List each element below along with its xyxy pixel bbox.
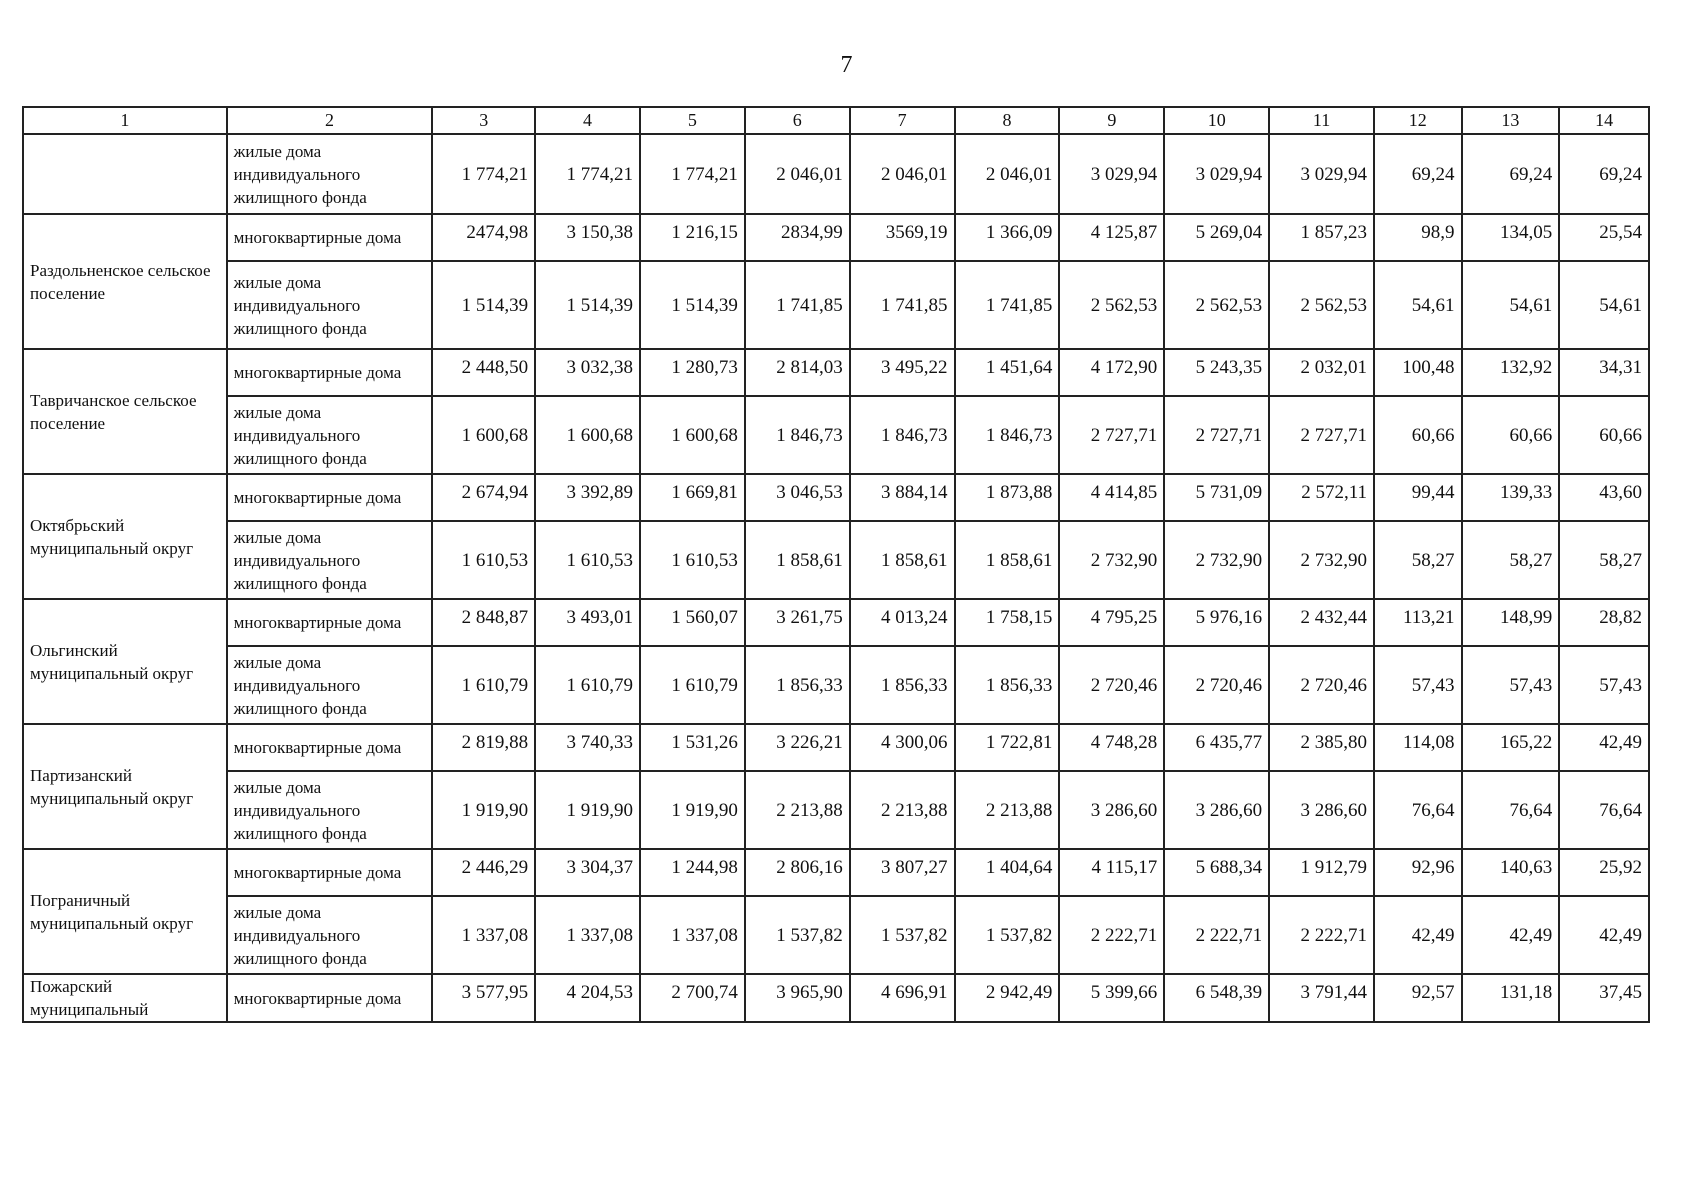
value-cell: 1 514,39: [640, 261, 745, 349]
housing-type-cell: многоквартирные дома: [227, 724, 433, 771]
value-cell: 4 125,87: [1059, 214, 1164, 261]
value-cell: 2 222,71: [1164, 896, 1269, 974]
housing-type-cell: жилые дома индивидуального жилищного фонда: [227, 521, 433, 599]
column-header: 5: [640, 107, 745, 134]
value-cell: 4 013,24: [850, 599, 955, 646]
value-cell: 1 337,08: [432, 896, 535, 974]
value-cell: 58,27: [1462, 521, 1560, 599]
table-row: [23, 771, 1649, 849]
value-cell: 1 722,81: [955, 724, 1060, 771]
value-cell: 1 758,15: [955, 599, 1060, 646]
value-cell: 1 741,85: [850, 261, 955, 349]
value-cell: 42,49: [1559, 896, 1649, 974]
value-cell: 5 399,66: [1059, 974, 1164, 1022]
value-cell: 3 029,94: [1059, 134, 1164, 214]
value-cell: 1 600,68: [535, 396, 640, 474]
value-cell: 2 222,71: [1269, 896, 1374, 974]
value-cell: 4 300,06: [850, 724, 955, 771]
value-cell: 2 720,46: [1164, 646, 1269, 724]
value-cell: 3 261,75: [745, 599, 850, 646]
value-cell: 3 791,44: [1269, 974, 1374, 1022]
value-cell: 92,57: [1374, 974, 1462, 1022]
value-cell: 57,43: [1462, 646, 1560, 724]
value-cell: 34,31: [1559, 349, 1649, 396]
value-cell: 132,92: [1462, 349, 1560, 396]
value-cell: 2 848,87: [432, 599, 535, 646]
value-cell: 58,27: [1374, 521, 1462, 599]
value-cell: 1 610,53: [432, 521, 535, 599]
value-cell: 2 814,03: [745, 349, 850, 396]
table-row: [23, 134, 1649, 214]
table-row: [23, 896, 1649, 974]
value-cell: 69,24: [1374, 134, 1462, 214]
column-header: 8: [955, 107, 1060, 134]
housing-type-cell: жилые дома индивидуального жилищного фонда: [227, 896, 433, 974]
value-cell: 6 548,39: [1164, 974, 1269, 1022]
value-cell: 3 740,33: [535, 724, 640, 771]
value-cell: 28,82: [1559, 599, 1649, 646]
column-header: 3: [432, 107, 535, 134]
column-header: 9: [1059, 107, 1164, 134]
table-row: [23, 974, 1649, 1022]
value-cell: 1 610,79: [535, 646, 640, 724]
value-cell: 2 942,49: [955, 974, 1060, 1022]
value-cell: 1 856,33: [850, 646, 955, 724]
value-cell: 2 222,71: [1059, 896, 1164, 974]
value-cell: 54,61: [1374, 261, 1462, 349]
value-cell: 3 965,90: [745, 974, 850, 1022]
value-cell: 2 727,71: [1059, 396, 1164, 474]
value-cell: 69,24: [1462, 134, 1560, 214]
value-cell: 42,49: [1462, 896, 1560, 974]
housing-type-cell: жилые дома индивидуального жилищного фонда: [227, 396, 433, 474]
value-cell: 1 846,73: [745, 396, 850, 474]
value-cell: 2 732,90: [1164, 521, 1269, 599]
housing-type-cell: многоквартирные дома: [227, 849, 433, 896]
column-header: 6: [745, 107, 850, 134]
value-cell: 2 046,01: [955, 134, 1060, 214]
table-row: [23, 474, 1649, 521]
value-cell: 2 700,74: [640, 974, 745, 1022]
value-cell: 2 446,29: [432, 849, 535, 896]
table-row: [23, 599, 1649, 646]
value-cell: 3 226,21: [745, 724, 850, 771]
value-cell: 1 610,79: [432, 646, 535, 724]
value-cell: 3 392,89: [535, 474, 640, 521]
value-cell: 4 115,17: [1059, 849, 1164, 896]
housing-type-cell: многоквартирные дома: [227, 599, 433, 646]
column-header: 12: [1374, 107, 1462, 134]
value-cell: 3 577,95: [432, 974, 535, 1022]
column-header: 1: [23, 107, 227, 134]
value-cell: 1 919,90: [432, 771, 535, 849]
value-cell: 1 858,61: [850, 521, 955, 599]
value-cell: 76,64: [1462, 771, 1560, 849]
value-cell: 3 286,60: [1164, 771, 1269, 849]
value-cell: 114,08: [1374, 724, 1462, 771]
value-cell: 60,66: [1559, 396, 1649, 474]
value-cell: 4 795,25: [1059, 599, 1164, 646]
value-cell: 1 216,15: [640, 214, 745, 261]
value-cell: 2 819,88: [432, 724, 535, 771]
value-cell: 1 366,09: [955, 214, 1060, 261]
value-cell: 42,49: [1374, 896, 1462, 974]
value-cell: 42,49: [1559, 724, 1649, 771]
value-cell: 1 912,79: [1269, 849, 1374, 896]
housing-type-cell: многоквартирные дома: [227, 214, 433, 261]
table-row: [23, 521, 1649, 599]
value-cell: 1 741,85: [745, 261, 850, 349]
value-cell: 3 493,01: [535, 599, 640, 646]
housing-type-cell: жилые дома индивидуального жилищного фонда: [227, 771, 433, 849]
value-cell: 1 337,08: [640, 896, 745, 974]
value-cell: 37,45: [1559, 974, 1649, 1022]
value-cell: 139,33: [1462, 474, 1560, 521]
value-cell: 3 286,60: [1269, 771, 1374, 849]
value-cell: 1 774,21: [640, 134, 745, 214]
column-header: 7: [850, 107, 955, 134]
column-header: 4: [535, 107, 640, 134]
value-cell: 5 976,16: [1164, 599, 1269, 646]
value-cell: 1 337,08: [535, 896, 640, 974]
region-cell: Раздольненское сельское поселение: [23, 214, 227, 349]
value-cell: 1 404,64: [955, 849, 1060, 896]
value-cell: 1 531,26: [640, 724, 745, 771]
value-cell: 1 610,53: [640, 521, 745, 599]
value-cell: 1 857,23: [1269, 214, 1374, 261]
value-cell: 1 774,21: [535, 134, 640, 214]
value-cell: 3 304,37: [535, 849, 640, 896]
value-cell: 2 213,88: [955, 771, 1060, 849]
value-cell: 3 029,94: [1164, 134, 1269, 214]
value-cell: 140,63: [1462, 849, 1560, 896]
value-cell: 57,43: [1559, 646, 1649, 724]
table-row: [23, 724, 1649, 771]
value-cell: 25,54: [1559, 214, 1649, 261]
value-cell: 2 727,71: [1164, 396, 1269, 474]
value-cell: 2 213,88: [745, 771, 850, 849]
value-cell: 1 280,73: [640, 349, 745, 396]
value-cell: 2 732,90: [1059, 521, 1164, 599]
value-cell: 2 727,71: [1269, 396, 1374, 474]
value-cell: 2 720,46: [1269, 646, 1374, 724]
value-cell: 60,66: [1374, 396, 1462, 474]
value-cell: 1 858,61: [955, 521, 1060, 599]
value-cell: 98,9: [1374, 214, 1462, 261]
value-cell: 1 856,33: [955, 646, 1060, 724]
value-cell: 2 562,53: [1059, 261, 1164, 349]
table-row: [23, 349, 1649, 396]
value-cell: 100,48: [1374, 349, 1462, 396]
column-header: 2: [227, 107, 433, 134]
value-cell: 43,60: [1559, 474, 1649, 521]
region-cell: Пограничный муниципальный округ: [23, 849, 227, 974]
value-cell: 57,43: [1374, 646, 1462, 724]
value-cell: 2 046,01: [745, 134, 850, 214]
value-cell: 1 873,88: [955, 474, 1060, 521]
value-cell: 1 537,82: [955, 896, 1060, 974]
value-cell: 134,05: [1462, 214, 1560, 261]
value-cell: 1 600,68: [432, 396, 535, 474]
value-cell: 3 150,38: [535, 214, 640, 261]
value-cell: 1 610,53: [535, 521, 640, 599]
table-row: [23, 646, 1649, 724]
value-cell: 3 495,22: [850, 349, 955, 396]
value-cell: 5 243,35: [1164, 349, 1269, 396]
value-cell: 1 514,39: [432, 261, 535, 349]
region-cell: Партизанский муниципальный округ: [23, 724, 227, 849]
housing-type-cell: многоквартирные дома: [227, 974, 433, 1022]
value-cell: 3569,19: [850, 214, 955, 261]
value-cell: 2 572,11: [1269, 474, 1374, 521]
region-cell: Ольгинский муниципальный округ: [23, 599, 227, 724]
value-cell: 76,64: [1559, 771, 1649, 849]
value-cell: 1 451,64: [955, 349, 1060, 396]
value-cell: 113,21: [1374, 599, 1462, 646]
value-cell: 1 610,79: [640, 646, 745, 724]
table-row: [23, 849, 1649, 896]
page-number: 7: [840, 52, 853, 78]
value-cell: 58,27: [1559, 521, 1649, 599]
value-cell: 6 435,77: [1164, 724, 1269, 771]
value-cell: 3 884,14: [850, 474, 955, 521]
value-cell: 3 032,38: [535, 349, 640, 396]
value-cell: 1 669,81: [640, 474, 745, 521]
value-cell: 4 204,53: [535, 974, 640, 1022]
value-cell: 3 029,94: [1269, 134, 1374, 214]
table-row: [23, 214, 1649, 261]
value-cell: 131,18: [1462, 974, 1560, 1022]
value-cell: 1 858,61: [745, 521, 850, 599]
value-cell: 2 213,88: [850, 771, 955, 849]
value-cell: 2 806,16: [745, 849, 850, 896]
value-cell: 4 414,85: [1059, 474, 1164, 521]
value-cell: 1 846,73: [955, 396, 1060, 474]
value-cell: 5 731,09: [1164, 474, 1269, 521]
value-cell: 3 286,60: [1059, 771, 1164, 849]
value-cell: 1 919,90: [640, 771, 745, 849]
value-cell: 54,61: [1462, 261, 1560, 349]
value-cell: 1 560,07: [640, 599, 745, 646]
value-cell: 4 696,91: [850, 974, 955, 1022]
value-cell: 5 688,34: [1164, 849, 1269, 896]
value-cell: 1 856,33: [745, 646, 850, 724]
housing-type-cell: многоквартирные дома: [227, 474, 433, 521]
value-cell: 2 674,94: [432, 474, 535, 521]
value-cell: 1 600,68: [640, 396, 745, 474]
value-cell: 99,44: [1374, 474, 1462, 521]
value-cell: 4 748,28: [1059, 724, 1164, 771]
value-cell: 4 172,90: [1059, 349, 1164, 396]
housing-type-cell: жилые дома индивидуального жилищного фонда: [227, 261, 433, 349]
table-row: [23, 261, 1649, 349]
value-cell: 1 741,85: [955, 261, 1060, 349]
value-cell: 1 514,39: [535, 261, 640, 349]
value-cell: 2 562,53: [1269, 261, 1374, 349]
value-cell: 148,99: [1462, 599, 1560, 646]
column-header: 13: [1462, 107, 1560, 134]
value-cell: 5 269,04: [1164, 214, 1269, 261]
housing-type-cell: жилые дома индивидуального жилищного фонда: [227, 134, 433, 214]
column-header: 11: [1269, 107, 1374, 134]
value-cell: 69,24: [1559, 134, 1649, 214]
column-header: 14: [1559, 107, 1649, 134]
value-cell: 3 046,53: [745, 474, 850, 521]
value-cell: 2 046,01: [850, 134, 955, 214]
region-cell: Тавричанское сельское поселение: [23, 349, 227, 474]
value-cell: 2 562,53: [1164, 261, 1269, 349]
column-number-row: [23, 107, 1649, 134]
value-cell: 1 537,82: [850, 896, 955, 974]
value-cell: 1 537,82: [745, 896, 850, 974]
value-cell: 25,92: [1559, 849, 1649, 896]
value-cell: 1 919,90: [535, 771, 640, 849]
housing-type-cell: жилые дома индивидуального жилищного фонда: [227, 646, 433, 724]
value-cell: 2 032,01: [1269, 349, 1374, 396]
tariff-table: [22, 106, 1650, 1023]
value-cell: 3 807,27: [850, 849, 955, 896]
value-cell: 2 432,44: [1269, 599, 1374, 646]
housing-type-cell: многоквартирные дома: [227, 349, 433, 396]
value-cell: 2 448,50: [432, 349, 535, 396]
value-cell: 1 846,73: [850, 396, 955, 474]
value-cell: 1 244,98: [640, 849, 745, 896]
region-cell: Пожарский муниципальный: [23, 974, 227, 1022]
value-cell: 92,96: [1374, 849, 1462, 896]
column-header: 10: [1164, 107, 1269, 134]
value-cell: 2834,99: [745, 214, 850, 261]
value-cell: 60,66: [1462, 396, 1560, 474]
region-cell: [23, 134, 227, 214]
value-cell: 1 774,21: [432, 134, 535, 214]
value-cell: 2474,98: [432, 214, 535, 261]
region-cell: Октябрьский муниципальный округ: [23, 474, 227, 599]
value-cell: 54,61: [1559, 261, 1649, 349]
value-cell: 2 732,90: [1269, 521, 1374, 599]
value-cell: 2 385,80: [1269, 724, 1374, 771]
value-cell: 2 720,46: [1059, 646, 1164, 724]
value-cell: 165,22: [1462, 724, 1560, 771]
value-cell: 76,64: [1374, 771, 1462, 849]
table-row: [23, 396, 1649, 474]
